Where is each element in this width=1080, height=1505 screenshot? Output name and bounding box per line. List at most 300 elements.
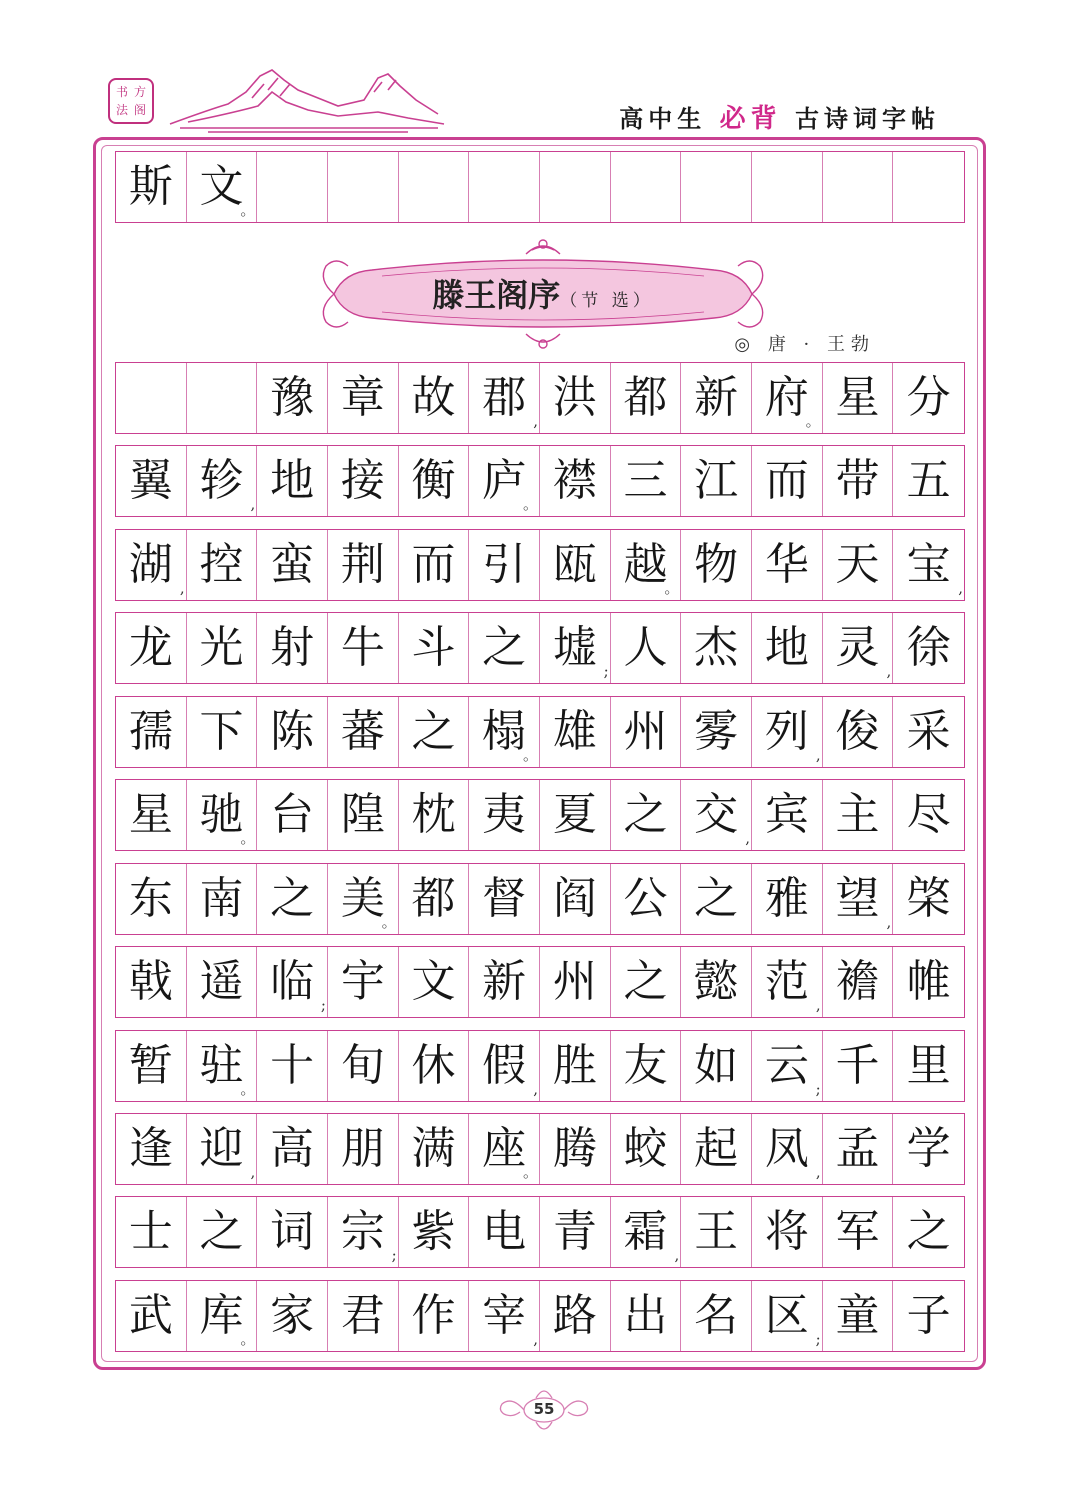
grid-char: 出 (623, 1290, 668, 1341)
punctuation-mark: ; (391, 1246, 397, 1264)
punctuation-mark: ; (815, 1080, 821, 1098)
grid-char: 之 (411, 706, 456, 757)
grid-cell (823, 1031, 894, 1101)
punctuation-mark: , (533, 1330, 538, 1348)
grid-char: 交 (694, 789, 739, 840)
grid-char: 墟 (552, 622, 597, 673)
grid-char: 夷 (482, 789, 527, 840)
grid-cell (257, 613, 328, 683)
grid-char: 阎 (552, 873, 597, 924)
grid-cell (752, 1197, 823, 1267)
grid-char: 之 (623, 789, 668, 840)
grid-char: 电 (482, 1206, 527, 1257)
grid-char: 江 (694, 455, 739, 506)
grid-char: 紫 (411, 1206, 456, 1257)
grid-cell (469, 947, 540, 1017)
grid-char: 雅 (764, 873, 809, 924)
grid-cell (611, 947, 682, 1017)
grid-cell (187, 152, 258, 222)
book-series-title: 高中生 必背 古诗词字帖 (619, 104, 940, 134)
grid-char: 郡 (482, 372, 527, 423)
grid-char: 公 (623, 873, 668, 924)
punctuation-mark: , (533, 412, 538, 430)
grid-char: 宗 (340, 1206, 385, 1257)
grid-cell (681, 697, 752, 767)
grid-char: 之 (623, 956, 668, 1007)
grid-char: 襜 (835, 956, 880, 1007)
grid-cell (469, 1197, 540, 1267)
grid-cell (399, 446, 470, 516)
grid-char: 懿 (694, 956, 739, 1007)
grid-cell (752, 947, 823, 1017)
grid-cell (116, 613, 187, 683)
grid-cell (540, 1031, 611, 1101)
poem-subtitle: （节 选） (560, 291, 654, 311)
grid-char: 杰 (694, 622, 739, 673)
grid-cell (611, 697, 682, 767)
punctuation-mark: , (886, 662, 892, 680)
grid-cell (540, 697, 611, 767)
punctuation-mark: , (958, 579, 963, 597)
grid-char: 迎 (199, 1123, 244, 1174)
grid-cell (328, 780, 399, 850)
punctuation-mark: ; (603, 662, 609, 680)
grid-cell (752, 1281, 823, 1351)
grid-cell (823, 446, 894, 516)
grid-char: 起 (694, 1123, 739, 1174)
grid-cell (611, 152, 682, 222)
grid-char: 襟 (552, 455, 597, 506)
grid-char: 台 (270, 789, 315, 840)
grid-char: 荆 (340, 539, 385, 590)
grid-cell (116, 530, 187, 600)
grid-char: 胜 (552, 1040, 597, 1091)
punctuation-mark: 。 (522, 1163, 538, 1181)
poem-author: ◎ 唐 · 王勃 (734, 334, 875, 355)
grid-cell (469, 530, 540, 600)
grid-char: 洪 (552, 372, 597, 423)
grid-cell (399, 864, 470, 934)
punctuation-mark: 。 (805, 412, 821, 430)
grid-cell (823, 530, 894, 600)
grid-char: 宾 (764, 789, 809, 840)
grid-cell (399, 1031, 470, 1101)
grid-char: 越 (623, 539, 668, 590)
grid-cell (116, 446, 187, 516)
grid-cell (681, 613, 752, 683)
grid-cell (257, 697, 328, 767)
grid-cell (893, 152, 964, 222)
grid-char: 庐 (482, 455, 527, 506)
grid-cell (399, 1281, 470, 1351)
grid-char: 云 (764, 1040, 809, 1091)
grid-cell (611, 864, 682, 934)
grid-char: 尽 (906, 789, 951, 840)
grid-char: 采 (906, 706, 951, 757)
grid-row (115, 362, 965, 434)
grid-cell (611, 613, 682, 683)
grid-cell (187, 363, 258, 433)
grid-char: 接 (340, 455, 385, 506)
title-accent: 必背 (719, 104, 782, 134)
grid-char: 戟 (128, 956, 173, 1007)
grid-row (115, 1113, 965, 1185)
grid-cell (540, 363, 611, 433)
grid-char: 凤 (764, 1123, 809, 1174)
punctuation-mark: , (815, 996, 821, 1014)
grid-row (115, 529, 965, 601)
grid-char: 棨 (906, 873, 951, 924)
grid-char: 之 (270, 873, 315, 924)
grid-char: 友 (623, 1040, 668, 1091)
grid-char: 控 (199, 539, 244, 590)
grid-row (115, 1280, 965, 1352)
grid-char: 范 (764, 956, 809, 1007)
mountain-illustration (168, 62, 448, 134)
grid-cell (823, 947, 894, 1017)
grid-char: 逢 (128, 1123, 173, 1174)
grid-char: 府 (764, 372, 809, 423)
punctuation-mark: 。 (240, 1330, 256, 1348)
grid-cell (187, 697, 258, 767)
grid-cell (681, 1031, 752, 1101)
grid-row (115, 445, 965, 517)
grid-cell (469, 613, 540, 683)
grid-char: 带 (835, 455, 880, 506)
grid-row (115, 151, 965, 223)
grid-cell (328, 363, 399, 433)
grid-cell (469, 780, 540, 850)
punctuation-mark: , (533, 1080, 538, 1098)
grid-cell (116, 697, 187, 767)
grid-char: 库 (199, 1290, 244, 1341)
grid-char: 东 (128, 873, 173, 924)
grid-cell (823, 152, 894, 222)
grid-char: 学 (906, 1123, 951, 1174)
grid-char: 章 (340, 372, 385, 423)
grid-cell (681, 363, 752, 433)
grid-cell (752, 1114, 823, 1184)
grid-cell (752, 152, 823, 222)
grid-cell (399, 1114, 470, 1184)
grid-cell (116, 947, 187, 1017)
grid-row (115, 863, 965, 935)
punctuation-mark: ; (815, 1330, 821, 1348)
grid-row (115, 946, 965, 1018)
grid-cell (399, 697, 470, 767)
grid-char: 故 (411, 372, 456, 423)
grid-cell (611, 1281, 682, 1351)
grid-cell (328, 1031, 399, 1101)
grid-char: 新 (694, 372, 739, 423)
poem-title: 滕王阁序 (432, 276, 561, 314)
grid-cell (611, 780, 682, 850)
grid-char: 子 (906, 1290, 951, 1341)
grid-cell (893, 530, 964, 600)
grid-cell (893, 1031, 964, 1101)
grid-char: 主 (835, 789, 880, 840)
grid-char: 青 (552, 1206, 597, 1257)
grid-cell (893, 1114, 964, 1184)
grid-cell (823, 1114, 894, 1184)
grid-char: 王 (694, 1206, 739, 1257)
grid-char: 徐 (906, 622, 951, 673)
grid-cell (469, 697, 540, 767)
grid-cell (752, 780, 823, 850)
punctuation-mark: , (674, 1246, 680, 1264)
grid-cell (328, 947, 399, 1017)
grid-cell (893, 1281, 964, 1351)
grid-cell (540, 152, 611, 222)
grid-char: 华 (764, 539, 809, 590)
grid-cell (540, 864, 611, 934)
punctuation-mark: , (179, 579, 185, 597)
grid-char: 十 (270, 1040, 315, 1091)
grid-char: 三 (623, 455, 668, 506)
grid-cell (681, 1197, 752, 1267)
grid-char: 物 (694, 539, 739, 590)
grid-cell (187, 530, 258, 600)
grid-cell (469, 446, 540, 516)
grid-cell (611, 530, 682, 600)
grid-cell (823, 697, 894, 767)
grid-char: 满 (411, 1123, 456, 1174)
grid-char: 南 (199, 873, 244, 924)
grid-char: 而 (764, 455, 809, 506)
grid-cell (116, 152, 187, 222)
grid-cell (469, 1114, 540, 1184)
grid-cell (469, 864, 540, 934)
grid-cell (893, 947, 964, 1017)
grid-char: 望 (835, 873, 880, 924)
grid-cell (469, 363, 540, 433)
punctuation-mark: ; (320, 996, 326, 1014)
grid-char: 之 (694, 873, 739, 924)
punctuation-mark: 。 (522, 746, 538, 764)
grid-char: 地 (270, 455, 315, 506)
punctuation-mark: 。 (664, 579, 680, 597)
grid-cell (257, 1031, 328, 1101)
grid-cell (399, 530, 470, 600)
grid-cell (328, 446, 399, 516)
grid-cell (893, 613, 964, 683)
grid-char: 路 (552, 1290, 597, 1341)
grid-cell (893, 446, 964, 516)
grid-cell (257, 446, 328, 516)
grid-char: 如 (694, 1040, 739, 1091)
grid-cell (611, 446, 682, 516)
punctuation-mark: , (745, 829, 750, 847)
grid-cell (823, 780, 894, 850)
grid-cell (752, 1031, 823, 1101)
grid-char: 豫 (270, 372, 315, 423)
grid-char: 假 (482, 1040, 527, 1091)
grid-cell (611, 1031, 682, 1101)
grid-cell (116, 1281, 187, 1351)
grid-char: 腾 (552, 1123, 597, 1174)
grid-char: 斗 (411, 622, 456, 673)
grid-char: 隍 (340, 789, 385, 840)
grid-cell (823, 1281, 894, 1351)
grid-cell (611, 363, 682, 433)
grid-cell (257, 947, 328, 1017)
punctuation-mark: 。 (522, 495, 538, 513)
grid-cell (399, 780, 470, 850)
grid-char: 朋 (340, 1123, 385, 1174)
grid-char: 君 (340, 1290, 385, 1341)
grid-char: 枕 (411, 789, 456, 840)
grid-char: 都 (411, 873, 456, 924)
grid-char: 文 (199, 161, 244, 212)
grid-cell (823, 363, 894, 433)
grid-cell (681, 446, 752, 516)
grid-char: 宰 (482, 1290, 527, 1341)
grid-char: 暂 (128, 1040, 173, 1091)
grid-cell (328, 530, 399, 600)
grid-char: 旬 (340, 1040, 385, 1091)
grid-cell (752, 363, 823, 433)
grid-cell (257, 363, 328, 433)
grid-cell (893, 780, 964, 850)
grid-cell (257, 530, 328, 600)
grid-char: 宇 (340, 956, 385, 1007)
grid-cell (116, 780, 187, 850)
grid-char: 雄 (552, 706, 597, 757)
grid-cell (540, 446, 611, 516)
grid-row (115, 1030, 965, 1102)
grid-cell (399, 152, 470, 222)
grid-char: 斯 (128, 161, 173, 212)
grid-cell (752, 697, 823, 767)
calligraphy-stamp: 书 方 法 阁 (108, 78, 154, 124)
grid-char: 人 (623, 622, 668, 673)
grid-cell (611, 1197, 682, 1267)
grid-cell (328, 613, 399, 683)
grid-cell (328, 152, 399, 222)
grid-char: 座 (482, 1123, 527, 1174)
grid-char: 遥 (199, 956, 244, 1007)
grid-char: 翼 (128, 455, 173, 506)
grid-cell (187, 1114, 258, 1184)
grid-char: 下 (199, 706, 244, 757)
grid-char: 榻 (482, 706, 527, 757)
grid-char: 作 (411, 1290, 456, 1341)
grid-cell (540, 947, 611, 1017)
grid-cell (893, 363, 964, 433)
grid-char: 俊 (835, 706, 880, 757)
grid-cell (681, 947, 752, 1017)
grid-row (115, 612, 965, 684)
grid-char: 而 (411, 539, 456, 590)
grid-cell (893, 864, 964, 934)
grid-char: 衡 (411, 455, 456, 506)
grid-cell (187, 780, 258, 850)
punctuation-mark: , (886, 913, 892, 931)
grid-cell (540, 1114, 611, 1184)
grid-char: 驰 (199, 789, 244, 840)
grid-cell (823, 613, 894, 683)
grid-row (115, 779, 965, 851)
grid-char: 孟 (835, 1123, 880, 1174)
grid-char: 五 (906, 455, 951, 506)
grid-char: 之 (482, 622, 527, 673)
grid-row (115, 1196, 965, 1268)
grid-char: 之 (906, 1206, 951, 1257)
grid-cell (823, 864, 894, 934)
grid-cell (116, 1114, 187, 1184)
grid-cell (540, 780, 611, 850)
grid-char: 新 (482, 956, 527, 1007)
grid-cell (187, 1031, 258, 1101)
grid-char: 瓯 (552, 539, 597, 590)
grid-char: 湖 (128, 539, 173, 590)
punctuation-mark: , (815, 1163, 821, 1181)
grid-char: 龙 (128, 622, 173, 673)
grid-char: 督 (482, 873, 527, 924)
grid-cell (752, 864, 823, 934)
grid-cell (469, 1281, 540, 1351)
grid-cell (257, 780, 328, 850)
grid-char: 地 (764, 622, 809, 673)
grid-char: 驻 (199, 1040, 244, 1091)
grid-cell (257, 1114, 328, 1184)
grid-char: 帷 (906, 956, 951, 1007)
grid-char: 星 (835, 372, 880, 423)
grid-cell (469, 152, 540, 222)
grid-char: 天 (835, 539, 880, 590)
grid-char: 区 (764, 1290, 809, 1341)
grid-cell (187, 446, 258, 516)
grid-cell (399, 947, 470, 1017)
page-number: 55 (533, 1400, 555, 1418)
grid-char: 光 (199, 622, 244, 673)
punctuation-mark: 。 (240, 829, 256, 847)
grid-cell (681, 1281, 752, 1351)
grid-cell (681, 864, 752, 934)
grid-char: 州 (623, 706, 668, 757)
grid-cell (116, 864, 187, 934)
grid-cell (328, 1281, 399, 1351)
punctuation-mark: 。 (240, 1080, 256, 1098)
grid-cell (752, 530, 823, 600)
grid-cell (257, 864, 328, 934)
grid-char: 之 (199, 1206, 244, 1257)
grid-char: 休 (411, 1040, 456, 1091)
grid-cell (116, 1031, 187, 1101)
grid-char: 宝 (906, 539, 951, 590)
grid-cell (681, 1114, 752, 1184)
punctuation-mark: 。 (240, 201, 256, 219)
grid-char: 千 (835, 1040, 880, 1091)
grid-cell (540, 1281, 611, 1351)
grid-cell (611, 1114, 682, 1184)
grid-char: 分 (906, 372, 951, 423)
grid-char: 临 (270, 956, 315, 1007)
grid-cell (893, 1197, 964, 1267)
punctuation-mark: 。 (381, 913, 397, 931)
grid-char: 蕃 (340, 706, 385, 757)
poem-title-banner (312, 236, 774, 352)
grid-char: 家 (270, 1290, 315, 1341)
grid-cell (187, 1197, 258, 1267)
grid-row (115, 696, 965, 768)
grid-cell (116, 1197, 187, 1267)
grid-cell (540, 530, 611, 600)
grid-cell (752, 446, 823, 516)
punctuation-mark: , (250, 495, 256, 513)
grid-char: 雾 (694, 706, 739, 757)
grid-char: 美 (340, 873, 385, 924)
